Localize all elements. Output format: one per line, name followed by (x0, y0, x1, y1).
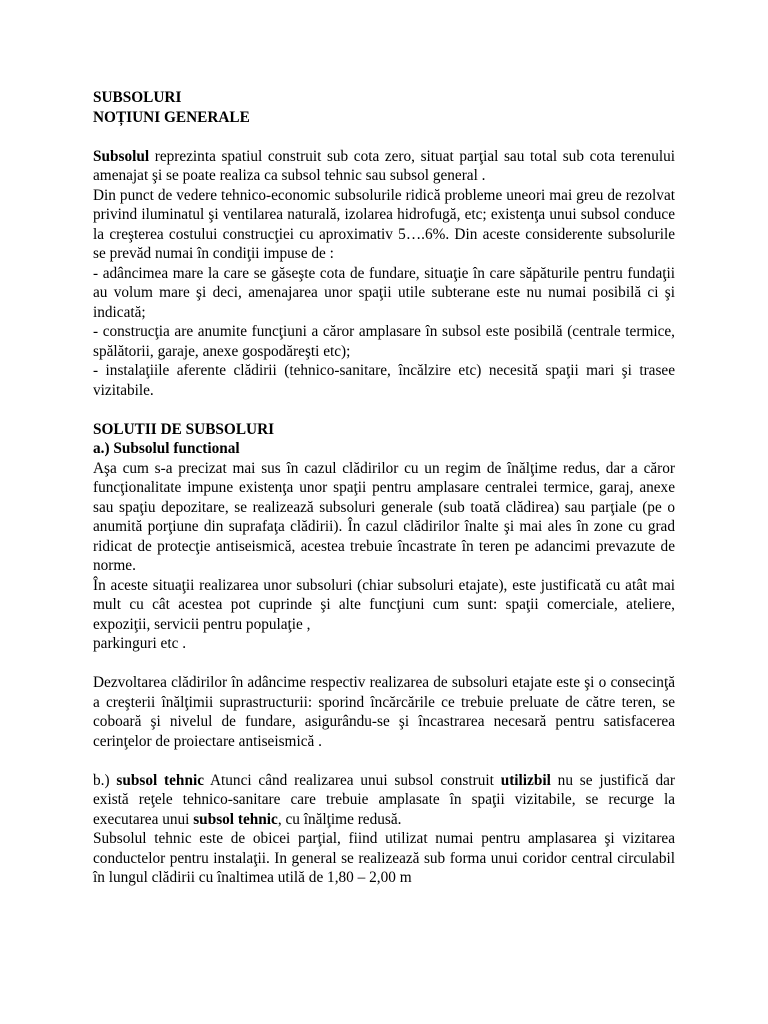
paragraph-technical-detail: Subsolul tehnic este de obicei parţial, fiind utilizat numai pentru amplasarea şi vizitarea conductelor pentru instalaţii. In general se realizează sub forma unui coridor central circulabil în lungul clădirii cu înaltimea utilă de 1,80 – 2,00 m (93, 830, 675, 886)
paragraph-situations-end: parkinguri etc . (93, 635, 187, 652)
section-title: SOLUTII DE SUBSOLURI (93, 420, 275, 438)
list-item: - instalaţiile aferente clădirii (tehnico-sanitare, încălzire etc) necesită spaţii mari şi trasee vizitabile. (93, 362, 675, 399)
paragraph-conditions: Din punct de vedere tehnico-economic subsolurile ridică probleme uneori mai greu de rezolvat privind iluminatul şi ventilarea naturală, izolarea hidrofugă, etc; existenţa unui subsol conduce la creşterea costului construcţiei cu aproximativ 5….6%. Din aceste considerente subsolurile se prevăd numai în condiţii impuse de : (93, 186, 675, 262)
paragraph-situations: În aceste situaţii realizarea unor subsoluri (chiar subsoluri etajate), este justificată cu atât mai mult cu cât acestea pot cuprinde şi alte funcţiuni cum sunt: spaţii comerciale, ateliere, expoziţii, servicii pentru populaţie , (93, 576, 675, 633)
technical-prefix: b.) (93, 771, 117, 789)
technical-bold-term: subsol tehnic (116, 771, 204, 789)
paragraph-technical (93, 771, 675, 830)
technical-text: nu se justifică dar există reţele tehnico-sanitare care trebuie amplasate în spaţii vizitabile, se recurge la executarea unui (93, 771, 675, 828)
technical-text: Atunci când realizarea unui subsol construit (204, 771, 501, 789)
technical-bold-term: subsol tehnic (193, 810, 278, 828)
technical-text: , cu înălţime redusă. (277, 810, 402, 828)
intro-paragraph (93, 147, 675, 186)
intro-text: reprezinta spatiul construit sub cota zero, situat parţial sau total sub cota terenului amenajat şi se poate realiza ca subsol tehnic sau subsol general . (93, 147, 675, 184)
paragraph-functional: Aşa cum s-a precizat mai sus în cazul clădirilor cu un regim de înălţime redus, dar a căror funcţionalitate impune existenţa unor spaţii pentru amplasare centralei termice, garaj, anexe sau spaţiu depozitare, se realizează subsoluri generale (sub toată clădirea) sau parţiale (pe o anumită porţiune din suprafaţa clădirii). În cazul clădirilor înalte şi mai ales în zone cu grad ridicat de protecţie antiseismică, acestea trebuie încastrate în teren pe adancimi prevazute de norme. (93, 459, 675, 574)
technical-bold-word: utilizbil (500, 771, 551, 789)
section-subtitle: a.) Subsolul functional (93, 440, 240, 457)
intro-bold-term: Subsolul (93, 147, 150, 165)
document-title: SUBSOLURI (93, 89, 182, 106)
paragraph-development: Dezvoltarea clădirilor în adâncime respectiv realizarea de subsoluri etajate este şi o consecinţă a creşterii înălţimii suprastructurii: sporind încărcările ce trebuie preluate de către teren, se coboară şi nivelul de fundare, asigurându-se şi încastrarea necesară pentru satisfacerea cerinţelor de proiectare antiseismică . (93, 674, 675, 750)
document-subtitle: NOȚIUNI GENERALE (93, 108, 250, 126)
list-item: - adâncimea mare la care se găseşte cota de fundare, situaţie în care săpăturile pentru fundaţii au volum mare şi deci, amenajarea unor spaţii utile subterane este nu numai posibilă ci şi indicată; (93, 264, 675, 321)
list-item: - construcţia are anumite funcţiuni a căror amplasare în subsol este posibilă (centrale termice, spălătorii, garaje, anexe gospodăreşti etc); (93, 323, 675, 360)
